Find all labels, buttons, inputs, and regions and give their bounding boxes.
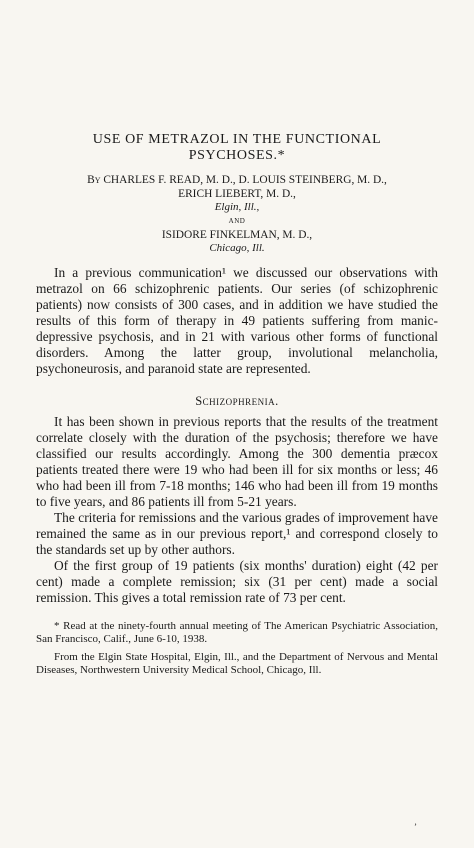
footnotes xyxy=(36,620,438,678)
author-names-1: CHARLES F. READ, M. D., D. LOUIS STEINBERG, M. D., xyxy=(103,174,387,186)
article-title xyxy=(36,132,438,164)
intro-paragraph: In a previous communication¹ we discussed our observations with metrazol on 66 schizophrenic patients. Our series (of schizophrenic patients) now consists of 300 cases, and in addition we have studied the results of this form of therapy in 49 patients suffering from manic-depressive psychosis, and in 21 with various other forms of functional disorders. Among the latter group, involutional melancholia, psychoneurosis, and paranoid state are represented. xyxy=(36,265,438,376)
author-line-1 xyxy=(36,173,438,187)
article-page xyxy=(36,132,438,678)
body-section xyxy=(36,414,438,606)
section-heading: Schizophrenia. xyxy=(195,394,279,408)
body-paragraph-2: The criteria for remissions and the various grades of improvement have remained the same as in our previous report,¹ and correspond closely to the standards set up by other authors. xyxy=(36,510,438,557)
author-line-3: ISIDORE FINKELMAN, M. D., xyxy=(161,229,313,241)
affiliation-elgin: Elgin, Ill., xyxy=(214,201,260,213)
title-line-2: PSYCHOSES.* xyxy=(188,148,286,163)
author-block xyxy=(36,173,438,201)
title-line-1: USE OF METRAZOL IN THE FUNCTIONAL xyxy=(92,132,382,147)
footnote-affiliation: From the Elgin State Hospital, Elgin, Ill., and the Department of Nervous and Mental Diseases, Northwestern University Medical School, Chicago, Ill. xyxy=(36,650,438,677)
footnote-meeting: * Read at the ninety-fourth annual meeting of The American Psychiatric Association, San Francisco, Calif., June 6-10, 1938. xyxy=(36,620,438,646)
stray-mark: ’ xyxy=(414,822,417,832)
affiliation-chicago: Chicago, Ill. xyxy=(209,242,265,254)
body-paragraph-1: It has been shown in previous reports that the results of the treatment correlate closely with the duration of the psychosis; therefore we have classified our results accordingly. Among the 300 dementia præcox patients treated there were 19 who had been ill for six months or less; 46 who had been ill from 7-18 months; 146 who had been ill from 19 months to five years, and 86 patients ill from 5-21 years. xyxy=(36,414,438,509)
author-line-2: ERICH LIEBERT, M. D., xyxy=(178,188,296,200)
and-separator: AND xyxy=(228,217,246,225)
body-paragraph-3: Of the first group of 19 patients (six months' duration) eight (42 per cent) made a complete remission; six (31 per cent) made a social remission. This gives a total remission rate of 73 per cent. xyxy=(36,558,438,605)
by-label: By xyxy=(87,174,101,186)
intro-section xyxy=(36,265,438,377)
